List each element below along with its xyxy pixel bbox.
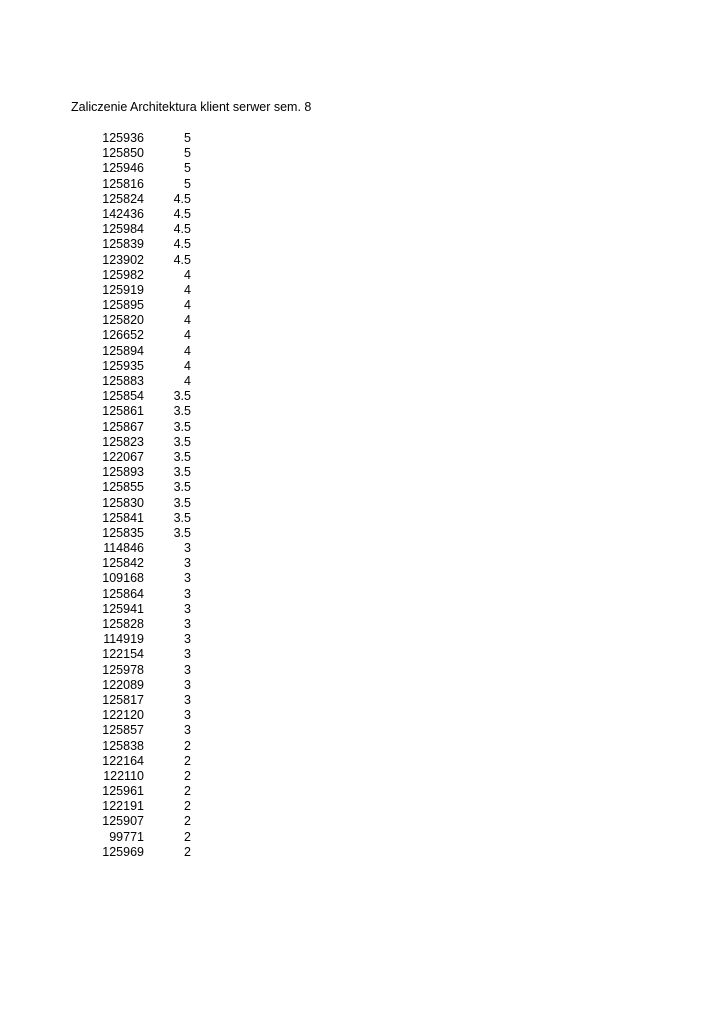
grade-value: 3.5: [173, 495, 191, 510]
list-item: [0, 177, 724, 192]
student-id: 125823: [102, 434, 144, 449]
list-item: [0, 556, 724, 571]
list-item: [0, 328, 724, 343]
list-item: [0, 526, 724, 541]
list-item: [0, 587, 724, 602]
grade-value: 5: [184, 131, 191, 145]
grades-list: [0, 131, 724, 860]
student-id: 125820: [102, 313, 144, 328]
list-item: [0, 222, 724, 237]
document-title: Zaliczenie Architektura klient serwer sem. 8: [71, 100, 312, 114]
list-item: [0, 754, 724, 769]
list-item: [0, 663, 724, 678]
grade-value: 3: [184, 723, 191, 738]
student-id: 123902: [102, 252, 144, 267]
grade-value: 3: [184, 632, 191, 647]
grade-value: 4.5: [173, 237, 191, 252]
student-id: 122089: [102, 677, 144, 692]
student-id: 125864: [102, 586, 144, 601]
student-id: 125867: [102, 419, 144, 434]
list-item: [0, 207, 724, 222]
list-item: [0, 237, 724, 252]
list-item: [0, 723, 724, 738]
grade-value: 5: [184, 161, 191, 176]
student-id: 125893: [102, 465, 144, 480]
grade-value: 2: [184, 753, 191, 768]
student-id: 125961: [102, 784, 144, 799]
grade-value: 3: [184, 571, 191, 586]
student-id: 125835: [102, 525, 144, 540]
student-id: 125830: [102, 495, 144, 510]
student-id: 125841: [102, 510, 144, 525]
student-id: 99771: [109, 829, 144, 844]
grade-value: 2: [184, 768, 191, 783]
grade-value: 3: [184, 586, 191, 601]
grade-value: 3.5: [173, 510, 191, 525]
grade-value: 3: [184, 647, 191, 662]
list-item: [0, 359, 724, 374]
list-item: [0, 374, 724, 389]
grade-value: 4: [184, 374, 191, 388]
list-item: [0, 541, 724, 556]
student-id: 125817: [102, 692, 144, 707]
grade-value: 4: [184, 267, 191, 282]
grade-value: 3: [184, 617, 191, 631]
grade-value: 4.5: [173, 206, 191, 221]
grade-value: 3: [184, 708, 191, 723]
list-item: [0, 404, 724, 419]
student-id: 125982: [102, 267, 144, 282]
grade-value: 3: [184, 677, 191, 692]
list-item: [0, 769, 724, 784]
grade-value: 4: [184, 358, 191, 373]
student-id: 125883: [102, 374, 144, 388]
grade-value: 4: [184, 328, 191, 343]
grade-value: 4: [184, 298, 191, 313]
grade-value: 4.5: [173, 191, 191, 206]
list-item: [0, 131, 724, 146]
student-id: 125857: [102, 723, 144, 738]
list-item: [0, 678, 724, 693]
grade-value: 3.5: [173, 525, 191, 540]
grade-value: 3: [184, 662, 191, 677]
list-item: [0, 784, 724, 799]
student-id: 114919: [103, 632, 144, 647]
student-id: 125838: [102, 738, 144, 753]
student-id: 125861: [102, 404, 144, 419]
grade-value: 4.5: [173, 252, 191, 267]
student-id: 125919: [102, 282, 144, 297]
grade-value: 3.5: [173, 434, 191, 449]
student-id: 125824: [102, 191, 144, 206]
list-item: [0, 268, 724, 283]
grade-value: 3: [184, 601, 191, 616]
grade-value: 3.5: [173, 480, 191, 495]
student-id: 125816: [102, 176, 144, 191]
grade-value: 4: [184, 282, 191, 297]
student-id: 125839: [102, 237, 144, 252]
list-item: [0, 465, 724, 480]
list-item: [0, 708, 724, 723]
student-id: 122191: [102, 799, 144, 814]
list-item: [0, 389, 724, 404]
student-id: 125850: [102, 146, 144, 161]
list-item: [0, 602, 724, 617]
grade-value: 3.5: [173, 404, 191, 419]
student-id: 122067: [102, 449, 144, 464]
list-item: [0, 420, 724, 435]
grade-value: 3.5: [173, 449, 191, 464]
grade-value: 2: [184, 844, 191, 859]
grade-value: 2: [184, 738, 191, 753]
list-item: [0, 814, 724, 829]
list-item: [0, 450, 724, 465]
student-id: 125946: [102, 161, 144, 176]
grade-value: 5: [184, 146, 191, 161]
list-item: [0, 830, 724, 845]
grade-value: 3: [184, 541, 191, 556]
list-item: [0, 253, 724, 268]
grade-value: 5: [184, 176, 191, 191]
student-id: 125984: [102, 222, 144, 237]
student-id: 122110: [103, 768, 144, 783]
grade-value: 3: [184, 556, 191, 571]
list-item: [0, 647, 724, 662]
list-item: [0, 480, 724, 495]
list-item: [0, 496, 724, 511]
grade-value: 2: [184, 799, 191, 814]
list-item: [0, 571, 724, 586]
grade-value: 4: [184, 313, 191, 328]
list-item: [0, 146, 724, 161]
list-item: [0, 632, 724, 647]
list-item: [0, 693, 724, 708]
student-id: 122120: [102, 708, 144, 723]
list-item: [0, 799, 724, 814]
list-item: [0, 739, 724, 754]
grade-value: 3.5: [173, 389, 191, 404]
grade-value: 4: [184, 343, 191, 358]
grade-value: 3: [184, 692, 191, 707]
student-id: 125969: [102, 844, 144, 859]
list-item: [0, 617, 724, 632]
student-id: 109168: [102, 571, 144, 586]
list-item: [0, 192, 724, 207]
list-item: [0, 344, 724, 359]
student-id: 125894: [102, 343, 144, 358]
list-item: [0, 435, 724, 450]
student-id: 125936: [102, 131, 144, 145]
student-id: 125854: [102, 389, 144, 404]
student-id: 142436: [102, 206, 144, 221]
list-item: [0, 313, 724, 328]
student-id: 125907: [102, 814, 144, 829]
student-id: 125941: [102, 601, 144, 616]
grade-value: 3.5: [173, 465, 191, 480]
student-id: 125842: [102, 556, 144, 571]
list-item: [0, 161, 724, 176]
grade-value: 2: [184, 814, 191, 829]
student-id: 125978: [102, 662, 144, 677]
student-id: 125895: [102, 298, 144, 313]
grade-value: 2: [184, 829, 191, 844]
student-id: 114846: [103, 541, 144, 556]
student-id: 122154: [102, 647, 144, 662]
student-id: 125855: [102, 480, 144, 495]
grade-value: 2: [184, 784, 191, 799]
grade-value: 4.5: [173, 222, 191, 237]
student-id: 126652: [102, 328, 144, 343]
student-id: 122164: [102, 753, 144, 768]
student-id: 125935: [102, 358, 144, 373]
list-item: [0, 283, 724, 298]
grade-value: 3.5: [173, 419, 191, 434]
list-item: [0, 511, 724, 526]
student-id: 125828: [102, 617, 144, 631]
list-item: [0, 845, 724, 860]
list-item: [0, 298, 724, 313]
